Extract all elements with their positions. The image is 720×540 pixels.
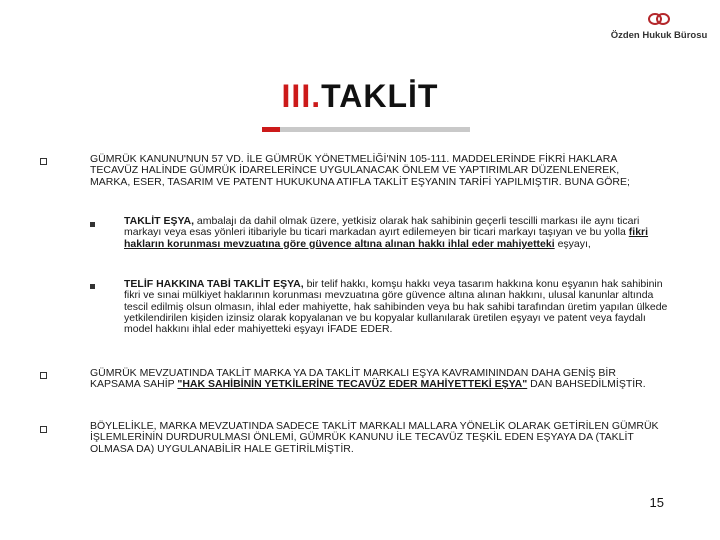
bullet-hollow-icon bbox=[40, 158, 47, 165]
page-title bbox=[0, 78, 720, 115]
page-number: 15 bbox=[649, 495, 664, 510]
list-item bbox=[124, 279, 669, 335]
title-underline bbox=[262, 127, 470, 132]
item-tail: eşyayı, bbox=[554, 237, 591, 250]
bullet-hollow-icon bbox=[40, 372, 47, 379]
bullet-filled-icon bbox=[90, 284, 95, 289]
item-text: bir telif hakkı, komşu hakkı veya tasarım hakkına konu eşyanın hak sahibinin fikri ve sınai mülkiyet haklarının korunması mevzuatına göre güvence altına alınan hakkını, ulusal kanunlar altında tescil edilmiş olsun olmasın, ihlal eder mahiyette, hak sahibinden veya bu hak sahibi tarafından üretim yapılan ülkede yetkilendirilen kişiden izinsiz olarak kopyalanan ve bu kopyalar kullanılarak üretilen eşyayı ve patent veya faydalı model hakkını ihlal eder mahiyetteki eşyayı İFADE EDER. bbox=[124, 278, 668, 336]
item-text: GÜMRÜK MEVZUATINDA TAKLİT MARKA YA DA TAKLİT MARKALI EŞYA KAVRAMININDAN DAHA GENİŞ BİR KAPSAMA SAHİP bbox=[90, 367, 616, 391]
item-bold-lead: TELİF HAKKINA TABİ TAKLİT EŞYA, bbox=[124, 278, 304, 290]
item-tail: DAN BAHSEDİLMİŞTİR. bbox=[527, 378, 646, 391]
item-bold-underline: fikri hakların korunması mevzuatına göre güvence altına alınan hakkı ihlal eder mahiyetteki bbox=[124, 226, 649, 250]
bullet-hollow-icon bbox=[40, 426, 47, 433]
firm-logo-icon bbox=[648, 12, 670, 26]
list-item bbox=[90, 154, 660, 188]
title-underline-accent bbox=[262, 127, 280, 132]
title-word: TAKLİT bbox=[321, 78, 439, 114]
list-item bbox=[124, 216, 669, 250]
logo bbox=[604, 8, 714, 48]
item-text: GÜMRÜK KANUNU'NUN 57 VD. İLE GÜMRÜK YÖNETMELİĞİ'NİN 105-111. MADDELERİNDE FİKRİ HAKLARA TECAVÜZ HALİNDE GÜMRÜK İDARELERİNCE UYGULANACAK ÖNLEM VE YAPTIRIMLAR DÜZENLENEREK, MARKA, ESER, TASARIM VE PATENT HUKUKUNA ATIFLA TAKLİT EŞYANIN TARİFİ YAPILMIŞTIR. BUNA GÖRE; bbox=[90, 153, 630, 188]
item-text: ambalajı da dahil olmak üzere, yetkisiz olarak hak sahibinin geçerli tescilli markası ile aynı ticari markayı veya esas yönleri itibariyle bu ticari markadan ayırt edilemeyen bir ticari markayı taşıyan ve bu yolla bbox=[124, 215, 640, 239]
bullet-filled-icon bbox=[90, 222, 95, 227]
item-text: BÖYLELİKLE, MARKA MEVZUATINDA SADECE TAKLİT MARKALI MALLARA YÖNELİK OLARAK GETİRİLEN GÜMRÜK İŞLEMLERİNİN DURDURULMASI ÖNLEMİ, GÜMRÜK KANUNU İLE TECAVÜZ TEŞKİL EDEN EŞYAYA DA (TAKLİT OLMASA DA) UYGULANABİLİR HALE GETİRİLMİŞTİR. bbox=[90, 420, 659, 455]
list-item bbox=[90, 368, 665, 391]
title-number: III. bbox=[281, 78, 322, 114]
firm-name: Özden Hukuk Bürosu bbox=[610, 30, 708, 41]
item-bold-lead: TAKLİT EŞYA, bbox=[124, 215, 195, 227]
list-item bbox=[90, 421, 665, 455]
item-bold-underline: "HAK SAHİBİNİN YETKİLERİNE TECAVÜZ EDER MAHİYETTEKİ EŞYA" bbox=[177, 378, 528, 391]
